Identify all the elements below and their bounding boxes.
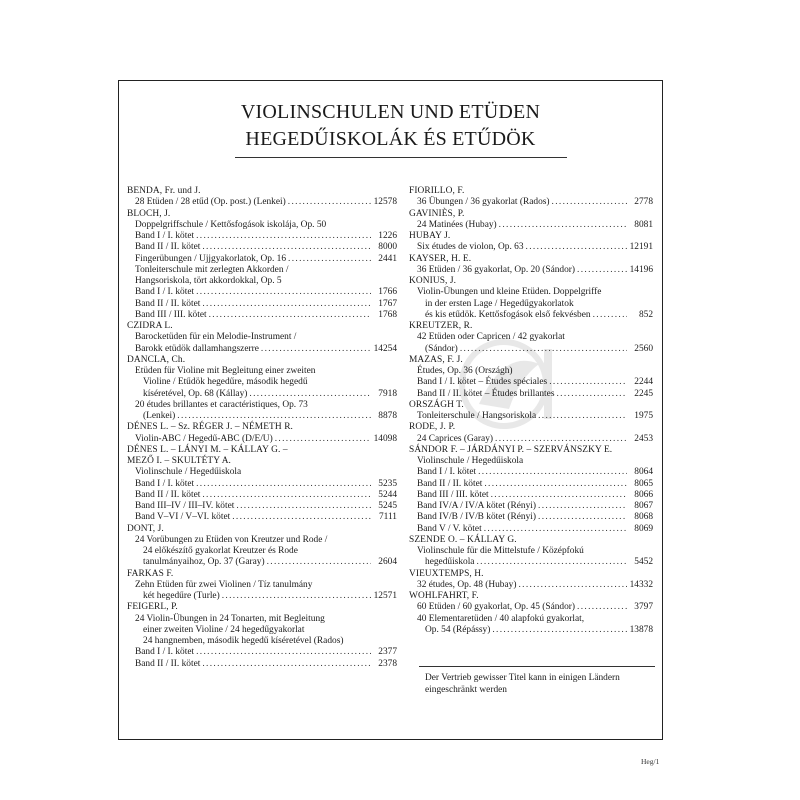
entry-line — [127, 377, 397, 388]
entry-text: Etüden für Violine mit Begleitung einer zweiten — [135, 366, 316, 376]
entry-line — [409, 456, 653, 467]
entry-line — [127, 625, 397, 636]
author-heading — [409, 276, 653, 287]
leader-dots — [591, 310, 627, 321]
entry-line — [127, 265, 397, 276]
catalog-entry — [127, 490, 397, 501]
catalog-number: 8069 — [634, 523, 653, 534]
author-heading — [127, 422, 397, 433]
author-heading — [409, 321, 653, 332]
entry-title: hegedűiskola — [425, 557, 475, 568]
catalog-number: 7111 — [378, 512, 397, 523]
entry-title: 60 Etüden / 60 gyakorlat, Op. 45 (Sándor) — [417, 602, 576, 613]
catalog-number: 3797 — [634, 602, 653, 613]
catalog-number: 2441 — [378, 253, 397, 264]
entry-title: Band I / I. kötet – Études spéciales — [417, 377, 548, 388]
entry-title: Band I / I. kötet — [135, 231, 195, 241]
entry-line — [127, 546, 397, 557]
entry-title: Band II / II. kötet — [417, 478, 483, 489]
catalog-number: 2604 — [378, 557, 397, 568]
entry-title: Band I / I. kötet — [135, 647, 195, 658]
catalog-entry — [409, 197, 653, 208]
page-footer-code: Heg/1 — [641, 757, 660, 766]
entry-title: Tonleiterschule / Hangsoriskola — [417, 411, 537, 421]
catalog-number: 1226 — [378, 231, 397, 241]
leader-dots — [536, 501, 627, 512]
leader-dots — [575, 265, 627, 276]
leader-dots — [200, 299, 371, 310]
catalog-entry — [409, 580, 653, 591]
entry-line — [409, 332, 653, 343]
author-heading — [409, 445, 653, 456]
entry-text: einer zweiten Violine / 24 hegedűgyakorlat — [143, 624, 305, 635]
leader-dots — [489, 490, 627, 501]
author-name: GAVINIÈS, P. — [409, 208, 465, 219]
catalog-number: 1768 — [378, 309, 397, 320]
catalog-number: 5452 — [634, 557, 653, 568]
entry-text: Violinschule / Hegedűiskola — [417, 456, 524, 466]
author-name: MEZŐ I. – SKULTÉTY A. — [127, 456, 232, 466]
entry-title: 24 Matinées (Hubay) — [417, 219, 497, 230]
leader-dots — [273, 434, 371, 445]
catalog-entry — [127, 254, 397, 265]
author-name: FIORILLO, F. — [409, 186, 465, 196]
author-name: BLOCH, J. — [127, 208, 171, 219]
leader-dots — [207, 310, 371, 321]
leader-dots — [259, 344, 371, 355]
entry-text: 24 Violin-Übungen in 24 Tonarten, mit Begleitung — [135, 613, 325, 624]
catalog-entry — [127, 242, 397, 253]
leader-dots — [490, 625, 627, 636]
entry-title: két hegedűre (Turle) — [143, 591, 220, 601]
entry-title: Band II / II. kötet — [135, 298, 201, 309]
leader-dots — [194, 647, 371, 658]
entry-line — [127, 220, 397, 231]
catalog-number: 14196 — [629, 264, 653, 275]
catalog-entry — [409, 434, 653, 445]
entry-text: Violinschule für die Mittelstufe / Középfokú — [417, 546, 584, 556]
author-name: WOHLFAHRT, F. — [409, 591, 479, 601]
entry-title: Band V–VI / V–VI. kötet — [135, 512, 231, 523]
entry-line — [127, 276, 397, 287]
entry-text: 24 hangnemben, második hegedű kíséretével (Rados) — [143, 636, 344, 646]
entry-title: 36 Etüden / 36 gyakorlat, Op. 20 (Sándor) — [417, 264, 576, 275]
catalog-entry — [409, 557, 653, 568]
author-heading — [409, 591, 653, 602]
entry-text: Hangsoriskola, tört akkordokkal, Op. 5 — [135, 276, 282, 286]
catalog-number: 14098 — [373, 433, 397, 444]
author-name: FARKAS F. — [127, 568, 174, 579]
leader-dots — [194, 231, 371, 242]
catalog-number: 8066 — [634, 489, 653, 500]
catalog-entry — [127, 231, 397, 242]
catalog-entry — [409, 310, 653, 321]
catalog-number: 7918 — [378, 388, 397, 399]
leader-dots — [286, 254, 371, 265]
author-heading — [409, 209, 653, 220]
author-heading — [127, 321, 397, 332]
catalog-entry — [127, 411, 397, 422]
author-heading — [409, 569, 653, 580]
author-heading — [409, 535, 653, 546]
leader-dots — [497, 220, 627, 231]
catalog-entry — [127, 591, 397, 602]
catalog-entry — [127, 557, 397, 568]
catalog-entry — [127, 310, 397, 321]
note-line-1: Der Vertrieb gewisser Titel kann in einigen Ländern — [425, 673, 620, 683]
catalog-number: 12571 — [373, 591, 397, 601]
author-heading — [409, 231, 653, 242]
catalog-entry — [409, 344, 653, 355]
leader-dots — [482, 524, 627, 535]
author-name: CZIDRA L. — [127, 321, 173, 331]
leader-dots — [265, 557, 371, 568]
author-heading — [409, 254, 653, 265]
catalog-entry — [409, 501, 653, 512]
catalog-number: 12578 — [373, 197, 397, 208]
catalog-entry — [409, 411, 653, 422]
catalog-number: 1975 — [634, 411, 653, 421]
author-heading — [127, 456, 397, 467]
catalog-entry — [127, 287, 397, 298]
entry-text: Barocketüden für ein Melodie-Instrument / — [135, 332, 297, 343]
author-name: KONIUS, J. — [409, 276, 457, 286]
catalog-entry — [127, 344, 397, 355]
catalog-number: 14332 — [629, 579, 653, 590]
leader-dots — [524, 242, 627, 253]
leader-dots — [474, 557, 627, 568]
author-name: KREUTZER, R. — [409, 321, 473, 331]
catalog-entry — [409, 479, 653, 490]
author-heading — [127, 355, 397, 366]
catalog-number: 2245 — [634, 388, 653, 399]
catalog-number: 13878 — [629, 624, 653, 635]
leader-dots — [286, 197, 371, 208]
catalog-entry — [127, 389, 397, 400]
entry-title: Band I / I. kötet — [135, 287, 195, 298]
catalog-entry — [127, 501, 397, 512]
entry-text: 20 études brillantes et caractéristiques, Op. 73 — [135, 399, 308, 410]
entry-line — [409, 366, 653, 377]
author-name: BENDA, Fr. und J. — [127, 186, 201, 196]
author-heading — [127, 445, 397, 456]
title-divider — [235, 157, 567, 158]
catalog-number: 8878 — [378, 411, 397, 421]
catalog-number: 2244 — [634, 377, 653, 388]
catalog-number: 1767 — [378, 298, 397, 309]
leader-dots — [200, 490, 371, 501]
author-heading — [127, 602, 397, 613]
entry-line — [127, 467, 397, 478]
right-column — [409, 186, 653, 636]
catalog-entry — [409, 512, 653, 523]
note-line-2: eingeschränkt werden — [425, 684, 507, 695]
title-line-2: HEGEDŰISKOLÁK ÉS ETŰDÖK — [245, 128, 536, 150]
catalog-number: 8065 — [634, 478, 653, 489]
page-title — [119, 99, 662, 153]
catalog-number: 1766 — [378, 287, 397, 298]
entry-title: Op. 54 (Répássy) — [425, 624, 491, 635]
note-divider — [419, 666, 655, 667]
author-name: KAYSER, H. E. — [409, 253, 472, 264]
leader-dots — [175, 411, 371, 422]
author-name: DANCLA, Ch. — [127, 354, 186, 365]
author-heading — [127, 186, 397, 197]
leader-dots — [536, 411, 627, 422]
leader-dots — [554, 389, 627, 400]
author-heading — [409, 186, 653, 197]
leader-dots — [230, 512, 371, 523]
author-name: DONT, J. — [127, 523, 164, 534]
entry-text: Études, Op. 36 (Országh) — [417, 366, 513, 376]
distribution-note — [425, 673, 655, 696]
entry-title: Band I / I. kötet — [417, 467, 477, 478]
catalog-number: 5244 — [378, 489, 397, 500]
entry-title: 24 Caprices (Garay) — [417, 433, 494, 444]
catalog-number: 2378 — [378, 658, 397, 669]
entry-title: Band V / V. kötet — [417, 523, 482, 534]
author-heading — [409, 400, 653, 411]
leader-dots — [547, 377, 627, 388]
entry-title: Band II / II. kötet — [135, 242, 201, 253]
author-name: SÁNDOR F. – JÁRDÁNYI P. – SZERVÁNSZKY E. — [409, 444, 613, 455]
entry-title: Band IV/A / IV/A kötet (Rényi) — [417, 501, 536, 511]
leader-dots — [550, 197, 627, 208]
entry-title: és kis etűdök. Kettősfogások első fekvésben — [425, 309, 591, 320]
catalog-number: 2778 — [634, 197, 653, 208]
author-name: DÉNES L. – LÁNYI M. – KÁLLAY G. – — [127, 444, 288, 455]
entry-title: Barokk etüdök dallamhangszerre — [135, 343, 259, 354]
entry-text: 24 előkészítő gyakorlat Kreutzer és Rode — [143, 546, 298, 556]
catalog-entry — [409, 524, 653, 535]
entry-title: Band I / I. kötet — [135, 478, 195, 489]
catalog-entry — [127, 299, 397, 310]
catalog-number: 14254 — [373, 343, 397, 354]
leader-dots — [536, 512, 627, 523]
entry-text: Violine / Etűdök hegedűre, második hegedű — [143, 377, 308, 388]
author-heading — [409, 355, 653, 366]
entry-text: Violin-Übungen und kleine Etüden. Doppelgriffe — [417, 287, 602, 298]
leader-dots — [234, 501, 371, 512]
entry-line — [409, 287, 653, 298]
leader-dots — [458, 344, 627, 355]
entry-text: 24 Vorübungen zu Etüden von Kreutzer und Rode / — [135, 534, 328, 545]
catalog-number: 5245 — [378, 501, 397, 511]
entry-line — [127, 636, 397, 647]
entry-title: 28 Etüden / 28 etűd (Op. post.) (Lenkei) — [135, 197, 286, 208]
entry-line — [127, 400, 397, 411]
catalog-entry — [409, 625, 653, 636]
catalog-entry — [127, 479, 397, 490]
entry-text: Doppelgriffschule / Kettősfogások iskolája, Op. 50 — [135, 219, 327, 230]
author-name: ORSZÁGH T. — [409, 399, 464, 410]
title-line-1: VIOLINSCHULEN UND ETÜDEN — [240, 101, 541, 123]
catalog-number: 8067 — [634, 501, 653, 511]
author-heading — [127, 209, 397, 220]
left-column — [127, 186, 397, 670]
entry-title: Band II / II. kötet — [135, 489, 201, 500]
entry-line — [127, 535, 397, 546]
catalog-entry — [409, 265, 653, 276]
leader-dots — [194, 287, 371, 298]
author-name: SZENDE O. – KÁLLAY G. — [409, 534, 517, 545]
entry-line — [127, 366, 397, 377]
catalog-entry — [409, 377, 653, 388]
catalog-number: 8000 — [378, 242, 397, 253]
catalog-entry — [409, 602, 653, 613]
author-name: RODE, J. P. — [409, 422, 456, 433]
author-name: MAZAS, F. J. — [409, 354, 463, 365]
catalog-number: 8064 — [634, 467, 653, 478]
entry-text: in der ersten Lage / Hegedűgyakorlatok — [425, 298, 574, 309]
author-name: FEIGERL, P. — [127, 602, 178, 613]
entry-text: 42 Etüden oder Capricen / 42 gyakorlat — [417, 332, 565, 343]
catalog-entry — [127, 659, 397, 670]
entry-line — [409, 299, 653, 310]
catalog-entry — [127, 512, 397, 523]
leader-dots — [247, 389, 371, 400]
catalog-number: 8081 — [634, 219, 653, 230]
catalog-number: 5235 — [378, 478, 397, 489]
catalog-entry — [127, 434, 397, 445]
catalog-number: 2560 — [634, 343, 653, 354]
entry-text: 40 Elementaretüden / 40 alapfokú gyakorlat, — [417, 613, 585, 624]
leader-dots — [220, 591, 371, 602]
entry-title: Violin-ABC / Hegedű-ABC (D/E/U) — [135, 433, 273, 444]
entry-title: Band IV/B / IV/B kötet (Rényi) — [417, 512, 536, 523]
catalog-entry — [409, 490, 653, 501]
leader-dots — [493, 434, 627, 445]
entry-line — [127, 332, 397, 343]
entry-line — [409, 614, 653, 625]
entry-text: Violinschule / Hegedűiskola — [135, 467, 242, 478]
entry-title: 32 études, Op. 48 (Hubay) — [417, 579, 517, 590]
entry-line — [127, 580, 397, 591]
catalog-page — [118, 80, 663, 740]
catalog-entry — [409, 389, 653, 400]
catalog-number: 2377 — [378, 647, 397, 658]
leader-dots — [482, 479, 627, 490]
leader-dots — [575, 602, 627, 613]
leader-dots — [476, 467, 627, 478]
catalog-entry — [409, 220, 653, 231]
leader-dots — [200, 242, 371, 253]
entry-title: Band III / III. kötet — [417, 489, 489, 500]
entry-title: (Lenkei) — [143, 411, 176, 421]
entry-title: Band III / III. kötet — [135, 309, 207, 320]
entry-title: 36 Übungen / 36 gyakorlat (Rados) — [417, 197, 550, 208]
author-name: HUBAY J. — [409, 231, 451, 241]
catalog-number: 8068 — [634, 512, 653, 523]
catalog-entry — [409, 242, 653, 253]
entry-title: Band II / II. kötet – Études brillantes — [417, 388, 555, 399]
entry-title: (Sándor) — [425, 343, 458, 354]
entry-title: Fingerübungen / Ujjgyakorlatok, Op. 16 — [135, 253, 287, 264]
author-heading — [127, 569, 397, 580]
entry-title: Band III–IV / III–IV. kötet — [135, 501, 235, 511]
entry-title: Band II / II. kötet — [135, 658, 201, 669]
catalog-number: 12191 — [629, 242, 653, 253]
entry-line — [409, 546, 653, 557]
entry-text: Tonleiterschule mit zerlegten Akkorden / — [135, 264, 289, 275]
entry-title: kíséretével, Op. 68 (Kállay) — [143, 388, 248, 399]
author-heading — [409, 422, 653, 433]
catalog-number: 2453 — [634, 433, 653, 444]
entry-title: Six études de violon, Op. 63 — [417, 242, 524, 253]
entry-text: Zehn Etüden für zwei Violinen / Tíz tanulmány — [135, 579, 313, 590]
catalog-entry — [409, 467, 653, 478]
entry-title: tanulmányaihoz, Op. 37 (Garay) — [143, 557, 265, 568]
leader-dots — [200, 659, 371, 670]
entry-line — [127, 614, 397, 625]
catalog-number: 852 — [638, 309, 653, 320]
leader-dots — [194, 479, 371, 490]
author-heading — [127, 524, 397, 535]
catalog-entry — [127, 197, 397, 208]
author-name: VIEUXTEMPS, H. — [409, 568, 484, 579]
catalog-entry — [127, 647, 397, 658]
author-name: DÉNES L. – Sz. RÉGER J. – NÉMETH R. — [127, 422, 293, 433]
leader-dots — [516, 580, 627, 591]
